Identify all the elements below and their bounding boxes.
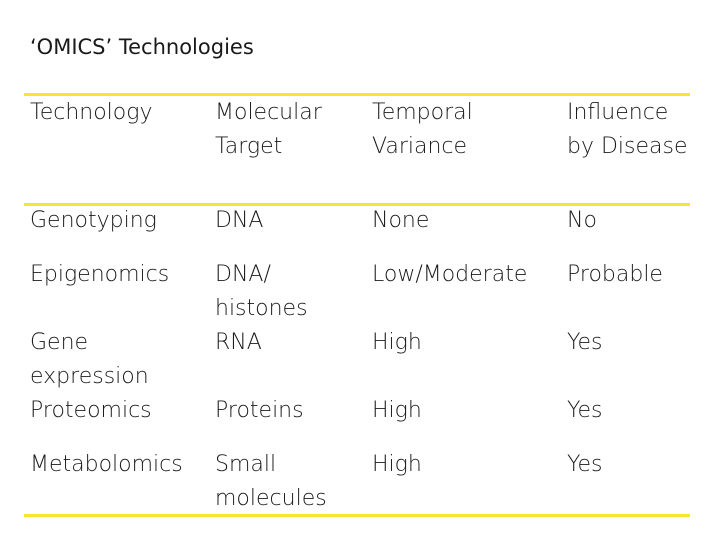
cell-target — [215, 448, 327, 516]
header-molecular-target-line-1: Molecular — [215, 100, 322, 125]
cell-influence: No — [567, 208, 597, 233]
cell-target-line-2: molecules — [215, 486, 327, 511]
cell-influence: Yes — [567, 398, 603, 423]
table-bottom-rule — [24, 514, 690, 517]
header-influence-by-disease — [567, 96, 688, 164]
cell-target: Proteins — [215, 398, 304, 423]
cell-target-line-1: DNA/ — [215, 262, 271, 287]
header-molecular-target-line-2: Target — [215, 134, 283, 159]
cell-variance: High — [372, 398, 422, 423]
cell-technology: Proteomics — [30, 398, 152, 423]
cell-target — [215, 258, 308, 326]
cell-target-line-1: Small — [215, 452, 277, 477]
cell-technology: Epigenomics — [30, 262, 170, 287]
header-influence-line-1: Influence — [567, 100, 669, 125]
header-molecular-target — [215, 96, 322, 164]
header-temporal-variance-line-2: Variance — [372, 134, 468, 159]
cell-target-line-2: histones — [215, 296, 308, 321]
cell-target: RNA — [215, 330, 262, 355]
cell-influence: Probable — [567, 262, 663, 287]
cell-variance: High — [372, 330, 422, 355]
cell-influence: Yes — [567, 452, 603, 477]
header-temporal-variance-line-1: Temporal — [372, 100, 473, 125]
cell-target: DNA — [215, 208, 264, 233]
cell-technology-line-1: Gene — [30, 330, 89, 355]
cell-technology: Metabolomics — [30, 452, 183, 477]
cell-technology-line-2: expression — [30, 364, 149, 389]
cell-influence: Yes — [567, 330, 603, 355]
cell-variance: None — [372, 208, 430, 233]
cell-technology: Genotyping — [30, 208, 157, 233]
header-technology: Technology — [30, 100, 153, 125]
cell-variance: Low/Moderate — [372, 262, 528, 287]
cell-variance: High — [372, 452, 422, 477]
slide-title: ‘OMICS’ Technologies — [30, 35, 254, 59]
header-influence-line-2: by Disease — [567, 134, 688, 159]
cell-technology — [30, 326, 149, 394]
header-temporal-variance — [372, 96, 473, 164]
